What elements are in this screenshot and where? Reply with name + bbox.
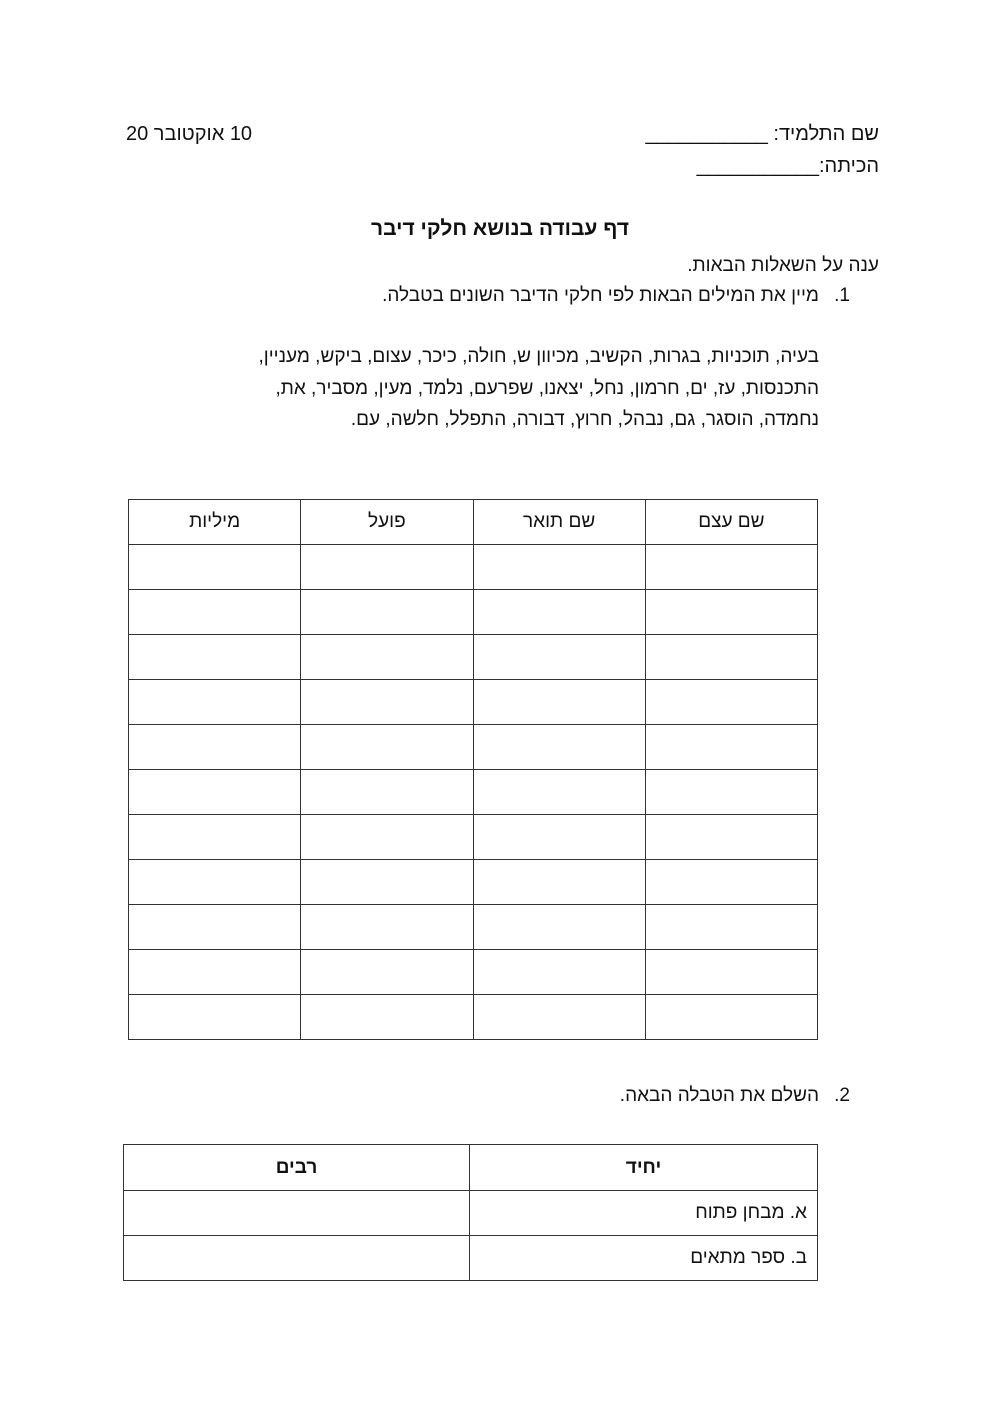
word-list-line: נחמדה, הוסגר, גם, נבהל, חרוץ, דבורה, התפלל, חלשה, עם. <box>350 409 819 430</box>
table-header-row <box>124 1145 818 1191</box>
table-row <box>129 950 818 995</box>
answer-cell[interactable] <box>645 815 817 860</box>
answer-cell[interactable] <box>645 905 817 950</box>
answer-cell[interactable] <box>129 770 301 815</box>
answer-cell[interactable] <box>301 905 473 950</box>
header-verb: פועל <box>301 500 473 545</box>
student-name-field[interactable]: שם התלמיד: ___________ <box>645 123 879 145</box>
answer-cell[interactable] <box>301 950 473 995</box>
answer-cell[interactable] <box>645 950 817 995</box>
answer-cell[interactable] <box>129 995 301 1040</box>
header-noun: שם עצם <box>645 500 817 545</box>
table-row <box>129 725 818 770</box>
header-singular: יחיד <box>470 1145 818 1191</box>
answer-cell[interactable] <box>301 590 473 635</box>
plural-answer-cell[interactable] <box>124 1236 470 1281</box>
header-particles: מיליות <box>129 500 301 545</box>
question-1-number: 1. <box>834 285 850 306</box>
answer-cell[interactable] <box>645 590 817 635</box>
table-row <box>129 995 818 1040</box>
answer-cell[interactable] <box>473 545 645 590</box>
parts-of-speech-table <box>128 499 818 1040</box>
header-plural: רבים <box>124 1145 470 1191</box>
table-row <box>124 1236 818 1281</box>
answer-cell[interactable] <box>473 995 645 1040</box>
table-row <box>129 815 818 860</box>
answer-cell[interactable] <box>301 545 473 590</box>
answer-cell[interactable] <box>645 635 817 680</box>
answer-cell[interactable] <box>645 725 817 770</box>
question-2-number: 2. <box>834 1085 850 1106</box>
answer-cell[interactable] <box>301 680 473 725</box>
answer-cell[interactable] <box>129 905 301 950</box>
answer-cell[interactable] <box>645 860 817 905</box>
singular-plural-table <box>123 1144 818 1281</box>
answer-cell[interactable] <box>129 545 301 590</box>
page-title: דף עבודה בנושא חלקי דיבר <box>371 217 629 240</box>
table-row <box>129 545 818 590</box>
answer-cell[interactable] <box>129 950 301 995</box>
answer-cell[interactable] <box>473 680 645 725</box>
table-row <box>129 635 818 680</box>
plural-answer-cell[interactable] <box>124 1191 470 1236</box>
class-field[interactable]: הכיתה:___________ <box>696 155 879 177</box>
answer-cell[interactable] <box>645 995 817 1040</box>
question-1-text: מיין את המילים הבאות לפי חלקי הדיבר השונים בטבלה. <box>382 285 819 306</box>
answer-cell[interactable] <box>473 590 645 635</box>
answer-cell[interactable] <box>301 770 473 815</box>
question-2-text: השלם את הטבלה הבאה. <box>619 1085 819 1106</box>
singular-cell: ב. ספר מתאים <box>470 1236 818 1281</box>
answer-cell[interactable] <box>473 770 645 815</box>
answer-cell[interactable] <box>301 815 473 860</box>
answer-cell[interactable] <box>129 590 301 635</box>
header-adjective: שם תואר <box>473 500 645 545</box>
answer-cell[interactable] <box>473 725 645 770</box>
table-row <box>129 860 818 905</box>
date: 10 אוקטובר 20 <box>126 123 253 145</box>
answer-cell[interactable] <box>129 815 301 860</box>
answer-cell[interactable] <box>473 950 645 995</box>
answer-cell[interactable] <box>645 770 817 815</box>
answer-cell[interactable] <box>301 635 473 680</box>
answer-cell[interactable] <box>129 635 301 680</box>
answer-cell[interactable] <box>301 860 473 905</box>
answer-cell[interactable] <box>473 635 645 680</box>
table-row <box>129 905 818 950</box>
answer-cell[interactable] <box>301 995 473 1040</box>
answer-cell[interactable] <box>473 860 645 905</box>
answer-cell[interactable] <box>129 725 301 770</box>
table-row <box>124 1191 818 1236</box>
singular-cell: א. מבחן פתוח <box>470 1191 818 1236</box>
instructions: ענה על השאלות הבאות. <box>687 255 879 276</box>
answer-cell[interactable] <box>129 680 301 725</box>
table-header-row <box>129 500 818 545</box>
word-list-line: בעיה, תוכניות, בגרות, הקשיב, מכיוון ש, חולה, כיכר, עצום, ביקש, מעניין, <box>258 346 819 367</box>
answer-cell[interactable] <box>473 905 645 950</box>
answer-cell[interactable] <box>301 725 473 770</box>
table-row <box>129 590 818 635</box>
table-row <box>129 680 818 725</box>
word-list-line: התכנסות, עז, ים, חרמון, נחל, יצאנו, שפרעם, נלמד, מעין, מסביר, את, <box>275 378 819 399</box>
answer-cell[interactable] <box>645 680 817 725</box>
answer-cell[interactable] <box>129 860 301 905</box>
answer-cell[interactable] <box>645 545 817 590</box>
answer-cell[interactable] <box>473 815 645 860</box>
table-row <box>129 770 818 815</box>
